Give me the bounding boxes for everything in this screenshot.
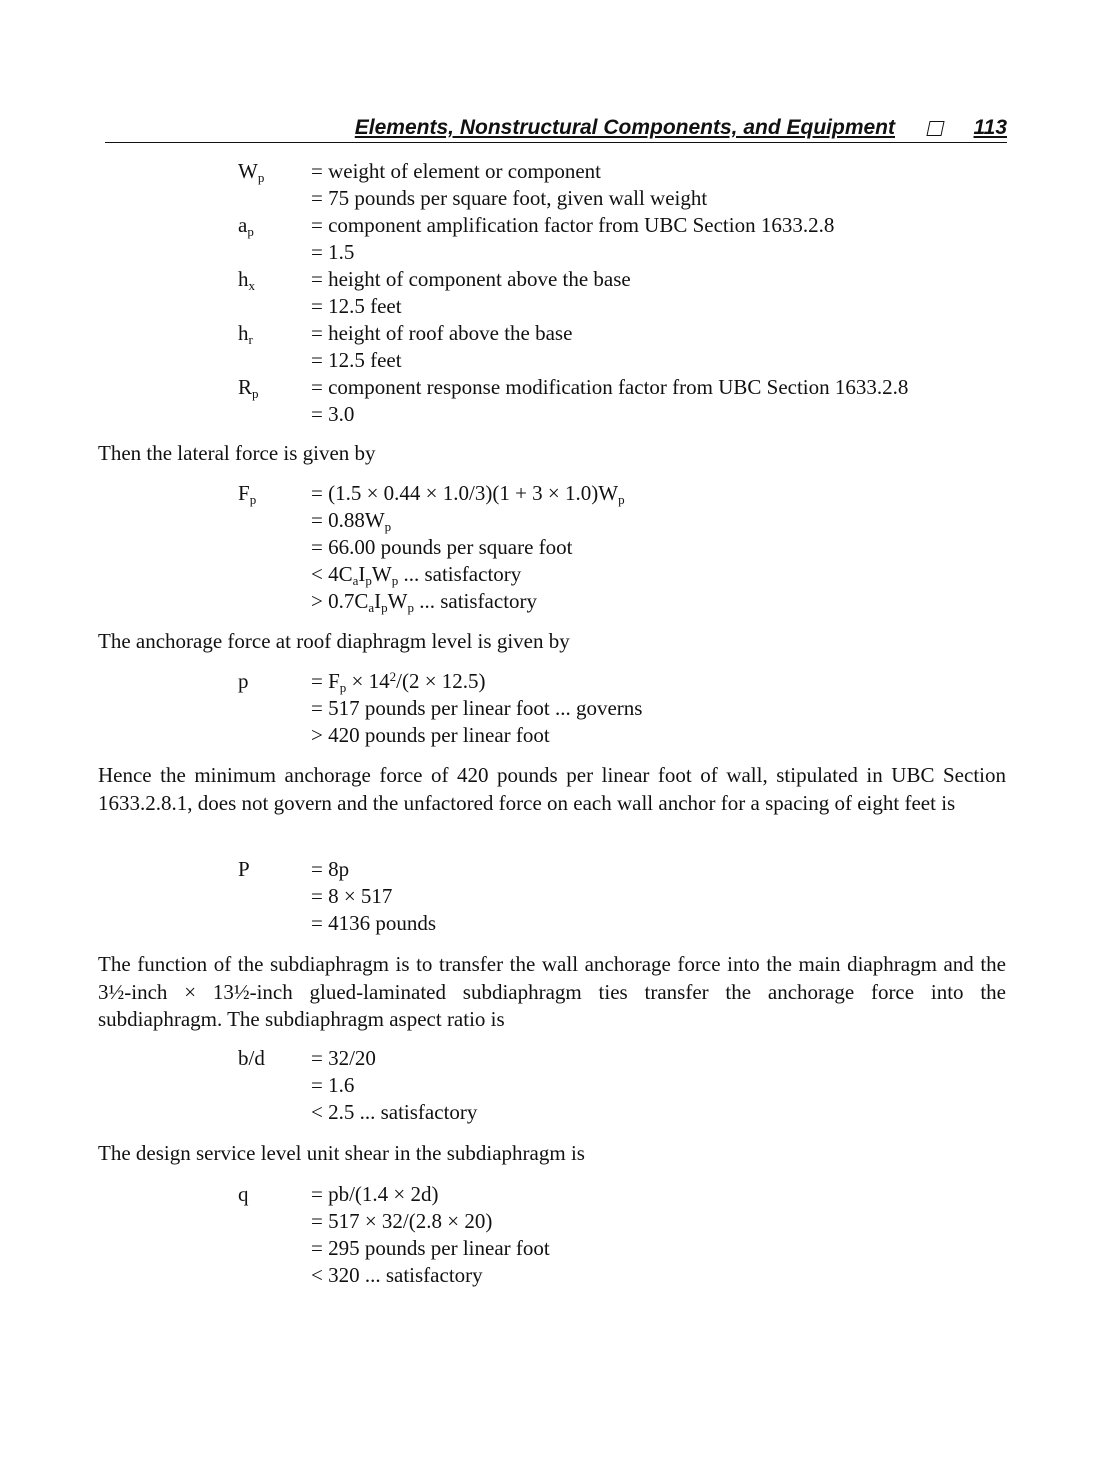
equation-text: = 517 pounds per linear foot ... governs — [311, 696, 643, 720]
equation-line — [0, 722, 1119, 749]
equation-p — [0, 668, 1119, 749]
equation-text: = $(1.5 \times 0.44 \times 1.0/3)(1 + 3 \times 1.0)W_p$ — [311, 481, 625, 507]
equation-bd — [0, 1045, 1119, 1126]
definition-wp — [0, 158, 1119, 185]
page-number: 113 — [973, 116, 1007, 139]
definition-ap — [0, 212, 1119, 239]
equation-text: = 8 × 517 — [311, 884, 393, 908]
symbol: $a_p$ — [238, 213, 254, 239]
definition-text: = 1.5 — [311, 240, 355, 264]
paragraph: The design service level unit shear in the subdiaphragm is — [98, 1141, 585, 1165]
equation-line — [0, 668, 1119, 695]
box-icon — [926, 121, 944, 136]
equation-text: = 32/20 — [311, 1046, 376, 1070]
symbol: $F_p$ — [238, 481, 257, 507]
page-header — [105, 116, 1007, 143]
symbol: P — [238, 857, 250, 881]
symbol: $R_p$ — [238, 375, 259, 401]
equation-line — [0, 1262, 1119, 1289]
equation-line — [0, 1235, 1119, 1262]
definition-hx — [0, 266, 1119, 293]
symbol: q — [238, 1182, 249, 1206]
definition-value — [0, 239, 1119, 266]
definitions-list — [0, 158, 1119, 428]
definition-hr — [0, 320, 1119, 347]
equation-text: > 420 pounds per linear foot — [311, 723, 550, 747]
equation-line — [0, 1072, 1119, 1099]
definition-text: = weight of element or component — [311, 159, 602, 183]
equation-line — [0, 1099, 1119, 1126]
definition-value — [0, 293, 1119, 320]
equation-text: = 1.6 — [311, 1073, 355, 1097]
equation-line — [0, 1181, 1119, 1208]
equation-line — [0, 561, 1119, 588]
symbol: b/d — [238, 1046, 265, 1070]
equation-line — [0, 480, 1119, 507]
equation-line — [0, 883, 1119, 910]
equation-line — [0, 695, 1119, 722]
equation-line — [0, 588, 1119, 615]
equation-line — [0, 1045, 1119, 1072]
definition-value — [0, 401, 1119, 428]
definition-value — [0, 347, 1119, 374]
symbol: $h_x$ — [238, 267, 255, 293]
paragraph: Then the lateral force is given by — [98, 441, 376, 465]
equation-q — [0, 1181, 1119, 1289]
definition-rp — [0, 374, 1119, 401]
definition-value — [0, 185, 1119, 212]
equation-fp — [0, 480, 1119, 615]
definition-text: = height of roof above the base — [311, 321, 573, 345]
equation-line — [0, 910, 1119, 937]
equation-line — [0, 856, 1119, 883]
equation-text: = $0.88W_p$ — [311, 508, 392, 534]
symbol: p — [238, 669, 249, 693]
equation-text: > $0.7C_aI_pW_p$ ... satisfactory — [311, 589, 538, 615]
definition-text: = component response modification factor from UBC Section 1633.2.8 — [311, 375, 909, 399]
equation-line — [0, 507, 1119, 534]
symbol: $W_p$ — [238, 159, 265, 185]
equation-text: = 295 pounds per linear foot — [311, 1236, 550, 1260]
definition-text: = 75 pounds per square foot, given wall weight — [311, 186, 708, 210]
paragraph: Hence the minimum anchorage force of 420 pounds per linear foot of wall, stipulated in UBC Section 1633.2.8.1, does not govern and the unfactored force on each wall anchor for a spacing of eight feet is — [98, 763, 1006, 815]
equation-text: < $4C_aI_pW_p$ ... satisfactory — [311, 562, 522, 588]
definition-text: = height of component above the base — [311, 267, 631, 291]
equation-text: = 4136 pounds — [311, 911, 437, 935]
equation-text: = 517 × 32/(2.8 × 20) — [311, 1209, 493, 1233]
equation-text: < 2.5 ... satisfactory — [311, 1100, 478, 1124]
paragraph: The function of the subdiaphragm is to transfer the wall anchorage force into the main diaphragm and the 3½-inch × 13½-inch glued-laminated subdiaphragm ties transfer the anchorage force into the subdiaphragm. The subdiaphragm aspect ratio is — [98, 952, 1006, 1031]
definition-text: = 12.5 feet — [311, 294, 402, 318]
definition-text: = component amplification factor from UBC Section 1633.2.8 — [311, 213, 835, 237]
equation-text: = 8p — [311, 857, 350, 881]
definition-text: = 12.5 feet — [311, 348, 402, 372]
equation-text: = 66.00 pounds per square foot — [311, 535, 573, 559]
equation-text: = pb/(1.4 × 2d) — [311, 1182, 439, 1206]
equation-line — [0, 534, 1119, 561]
paragraph: The anchorage force at roof diaphragm level is given by — [98, 629, 570, 653]
running-title: Elements, Nonstructural Components, and Equipment — [354, 116, 895, 139]
equation-text: = $F_p \times 14^2/(2 \times 12.5)$ — [311, 669, 486, 695]
equation-P — [0, 856, 1119, 937]
definition-text: = 3.0 — [311, 402, 355, 426]
equation-line — [0, 1208, 1119, 1235]
equation-text: < 320 ... satisfactory — [311, 1263, 483, 1287]
symbol: $h_r$ — [238, 321, 253, 347]
